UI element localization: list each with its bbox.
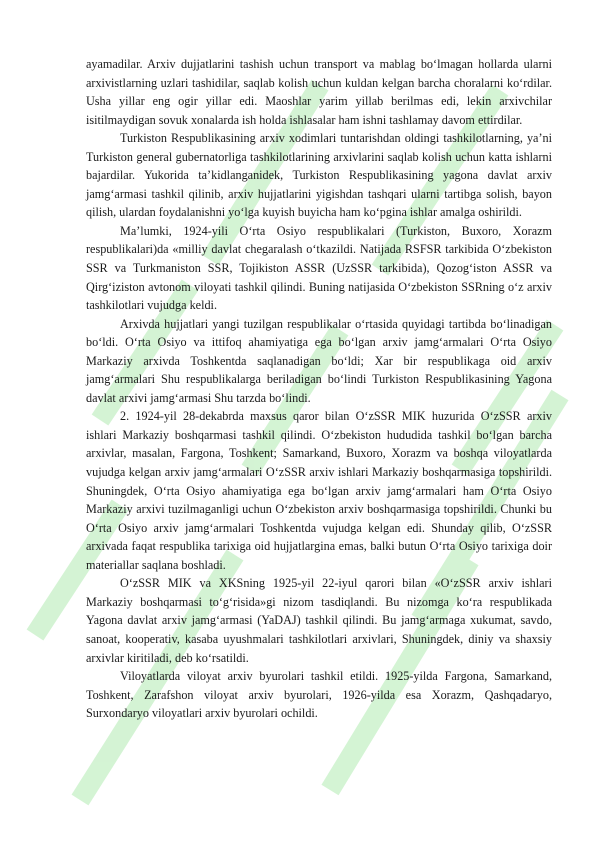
paragraph-3: Ma’lumki, 1924-yili O‘rta Osiyo respublikalari (Turkiston, Buxoro, Xorazm respublikalari)da «milliy davlat chegaralash o‘tkazildi. Natijada RSFSR tarkibida O‘zbekiston SSR va Turkmaniston SSR, Tojikiston ASSR (UzSSR tarkibida), Qozog‘iston ASSR va Qirg‘iziston avtonom viloyati tashkil qilindi. Buning natijasida O‘zbekiston SSRning o‘z arxiv tashkilotlari vujudga keldi. [86,223,552,313]
paragraph-6: O‘zSSR MIK va XKSning 1925-yil 22-iyul qarori bilan «O‘zSSR arxiv ishlari Markaziy boshqarmasi to‘g‘risida»gi nizom tasdiqlandi. Bu nizomga ko‘ra respublikada Yagona davlat arxiv jamg‘armasi (YaDAJ) tashkil qilindi. Bu jamg‘armaga xukumat, savdo, sanoat, kooperativ, kasaba uyushmalari tashkilotlari arxivlari, Shuningdek, diniy va shaxsiy arxivlar kiritiladi, deb ko‘rsatildi. [86,576,552,665]
paragraph-1: ayamadilar. Arxiv dujjatlarini tashish uchun transport va mablag bo‘lmagan hollarda ularni arxivistlarning uzlari tashidilar, saqlab kolish uchun kuldan kelgan barcha choralarni ko‘rdilar. Usha yillar eng ogir yillar edi. Maoshlar yarim yillab berilmas edi, lekin arxivchilar isitilmaydigan sovuk xonalarda ish holda ishlasalar ham ishni tashlamay davom ettirdilar. [86,57,552,127]
paragraph-4: Arxivda hujjatlari yangi tuzilgan respublikalar o‘rtasida quyidagi tartibda bo‘linadigan bo‘ldi. O‘rta Osiyo va ittifoq ahamiyatiga ega bo‘lgan arxiv jamg‘armalari O‘rta Osiyo Markaziy arxivda Toshkentda saqlanadigan bo‘ldi; Xar bir respublikaga oid arxiv jamg‘armalari Shu respublikalarga beriladigan bo‘lindi Turkiston Respublikasining Yagona davlat arxivi jamg‘armasi Shu tarzda bo‘lindi. [86,316,552,405]
document-body [86,55,552,723]
paragraph-7: Viloyatlarda viloyat arxiv byurolari tashkil etildi. 1925-yilda Fargona, Samarkand, Toshkent, Zarafshon viloyat arxiv byurolari, 1926-yilda esa Xorazm, Qashqadaryo, Surxondaryo viloyatlari arxiv byurolari ochildi. [86,669,552,721]
paragraph-5: 2. 1924-yil 28-dekabrda maxsus qaror bilan O‘zSSR MIK huzurida O‘zSSR arxiv ishlari Markaziy boshqarmasi tashkil qilindi. O‘zbekiston hududida tashkil bo‘lgan barcha arxivlar, masalan, Fargona, Toshkent; Samarkand, Buxoro, Xorazm va boshqa viloyatlarda vujudga kelgan arxiv jamg‘armalari O‘zSSR arxiv ishlari Markaziy boshqarmasiga topshirildi. Shuningdek, O‘rta Osiyo ahamiyatiga ega bo‘lgan arxiv jamg‘armalari ham O‘rta Osiyo Markaziy arxivi tuzilmaganligi uchun O‘zbekiston arxiv boshqarmasiga topshirildi. Chunki bu O‘rta Osiyo arxiv jamg‘armalari Toshkentda vujudga kelgan edi. Shunday qilib, O‘zSSR arxivada faqat respublika tarixiga oid hujjatlargina emas, balki butun O‘rta Osiyo tarixiga doir materiallar saqlana boshladi. [86,409,552,572]
paragraph-2: Turkiston Respublikasining arxiv xodimlari tuntarishdan oldingi tashkilotlarning, ya’ni Turkiston general gubernatorliga tashkilotlarining arxivlarini saqlab kolish uchun katta ishlarni bajardilar. Yukorida ta’kidlanganidek, Turkiston Respublikasining yagona davlat arxiv jamg‘armasi tashkil qilinib, arxiv hujjatlarini yigishdan tashqari ularni tartibga solish, bayon qilish, ulardan foydalanishni yo‘lga kuyish buyicha ham ko‘pgina ishlar amalga oshirildi. [86,131,552,220]
